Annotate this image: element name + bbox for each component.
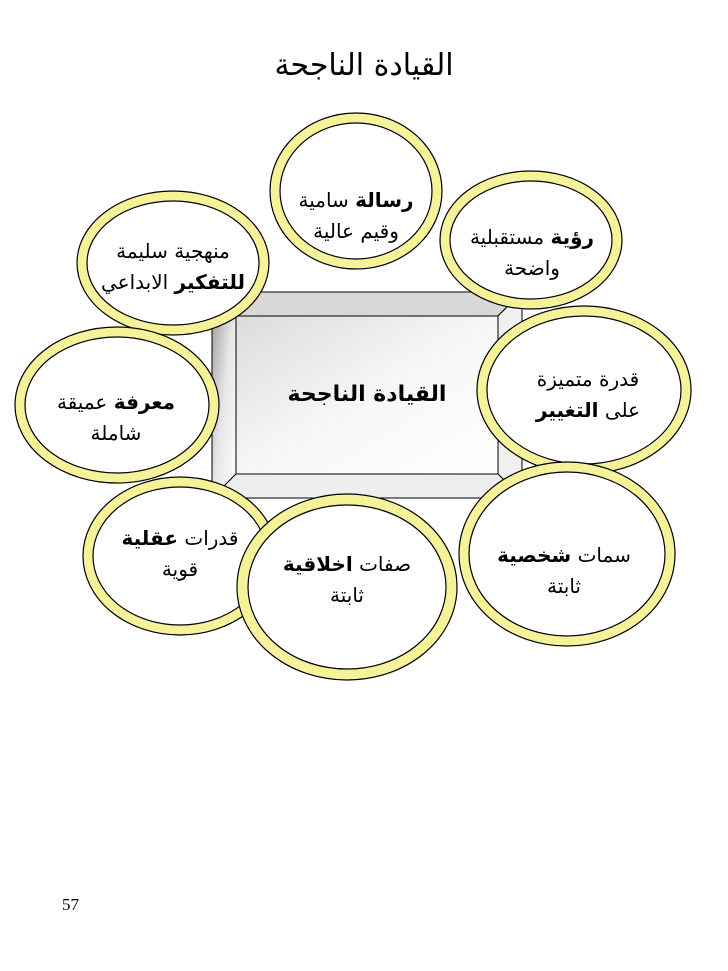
trait-change-pre: على bbox=[598, 398, 641, 422]
trait-mental-pre: قدرات bbox=[178, 526, 239, 550]
page-number: 57 bbox=[62, 895, 79, 914]
trait-methodology bbox=[88, 236, 258, 298]
trait-knowledge-line2: شاملة bbox=[90, 421, 142, 445]
trait-message-rest: سامية bbox=[298, 188, 356, 212]
trait-methodology-rest: الابداعي bbox=[100, 270, 175, 294]
trait-vision-rest: مستقبلية bbox=[469, 225, 551, 249]
trait-change-line1: قدرة متميزة bbox=[536, 367, 640, 391]
trait-message-line2: وقيم عالية bbox=[313, 219, 399, 243]
trait-ethics-bold: اخلاقية bbox=[282, 552, 353, 576]
trait-mental-line2: قوية bbox=[161, 557, 199, 581]
trait-vision bbox=[452, 222, 612, 284]
trait-knowledge-bold: معرفة bbox=[113, 390, 176, 414]
trait-personality bbox=[478, 540, 650, 602]
trait-personality-line2: ثابتة bbox=[547, 574, 581, 598]
trait-ethics bbox=[264, 549, 430, 611]
trait-personality-pre: سمات bbox=[571, 543, 631, 567]
trait-knowledge bbox=[30, 387, 202, 449]
center-label: القيادة الناجحة bbox=[287, 382, 447, 407]
trait-mental bbox=[96, 523, 264, 585]
trait-vision-bold: رؤية bbox=[550, 225, 595, 249]
trait-change-bold: التغيير bbox=[535, 398, 599, 422]
trait-change bbox=[510, 364, 666, 426]
trait-ethics-line2: ثابتة bbox=[330, 583, 364, 607]
trait-methodology-bold: للتفكير bbox=[174, 270, 245, 294]
trait-message bbox=[278, 185, 434, 247]
trait-message-bold: رسالة bbox=[355, 188, 414, 212]
page-title: القيادة الناجحة bbox=[274, 48, 454, 83]
trait-personality-bold: شخصية bbox=[497, 543, 572, 567]
trait-methodology-line1: منهجية سليمة bbox=[116, 239, 230, 263]
trait-ethics-pre: صفات bbox=[352, 552, 412, 576]
trait-knowledge-rest: عميقة bbox=[56, 390, 114, 414]
trait-vision-line2: واضحة bbox=[504, 256, 560, 280]
trait-mental-bold: عقلية bbox=[121, 526, 179, 550]
